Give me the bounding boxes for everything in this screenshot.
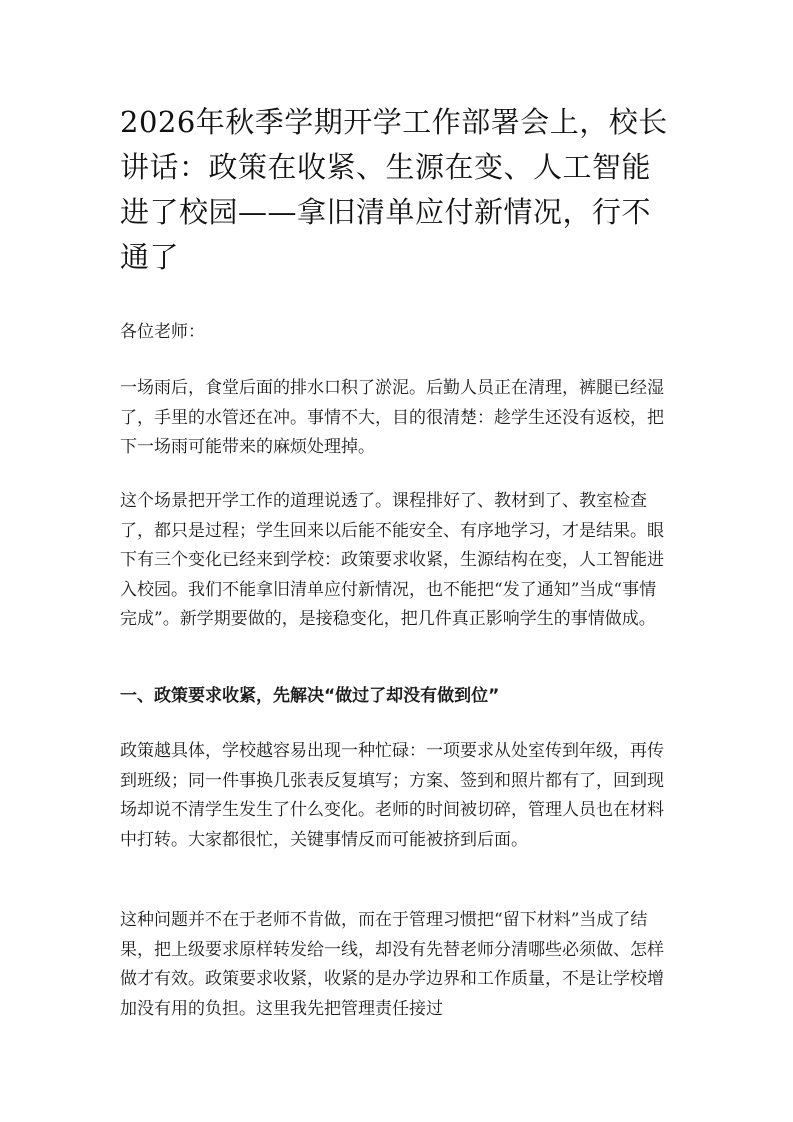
paragraph: 一场雨后，食堂后面的排水口积了淤泥。后勤人员正在清理，裤腿已经湿了，手里的水管还在冲。事情不大，目的很清楚：趁学生还没有返校，把下一场雨可能带来的麻烦处理掉。 [120, 378, 664, 457]
paragraph: 这种问题并不在于老师不肯做，而在于管理习惯把“留下材料”当成了结果，把上级要求原样转发给一线，却没有先替老师分清哪些必须做、怎样做才有效。政策要求收紧，收紧的是办学边界和工作质量，不是让学校增加没有用的负担。这里我先把管理责任接过 [120, 910, 664, 1019]
paragraph: 这个场景把开学工作的道理说透了。课程排好了、教材到了、教室检查了，都只是过程；学生回来以后能不能安全、有序地学习，才是结果。眼下有三个变化已经来到学校：政策要求收紧，生源结构在变，人工智能进入校园。我们不能拿旧清单应付新情况，也不能把“发了通知”当成“事情完成”。新学期要做的，是接稳变化，把几件真正影响学生的事情做成。 [120, 491, 664, 629]
paragraph: 政策越具体，学校越容易出现一种忙碌：一项要求从处室传到年级，再传到班级；同一件事换几张表反复填写；方案、签到和照片都有了，回到现场却说不清学生发生了什么变化。老师的时间被切碎，管理人员也在材料中打转。大家都很忙，关键事情反而可能被挤到后面。 [120, 741, 664, 850]
section-heading: 一、政策要求收紧，先解决“做过了却没有做到位” [120, 686, 500, 706]
document-title: 2026年秋季学期开学工作部署会上，校长讲话：政策在收紧、生源在变、人工智能进了校园——拿旧清单应付新情况，行不通了 [120, 105, 668, 274]
salutation: 各位老师： [120, 322, 205, 342]
